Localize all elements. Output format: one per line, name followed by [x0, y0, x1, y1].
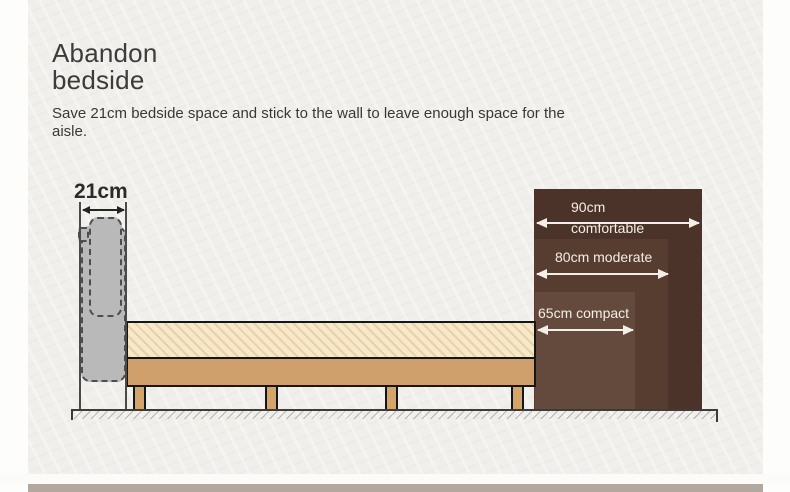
page-subtitle: Save 21cm bedside space and stick to the wall to leave enough space for the aisle.	[52, 105, 565, 140]
pillow-ghost-outline	[89, 217, 122, 317]
measure-line-bed-edge	[125, 202, 127, 411]
bed-leg	[133, 385, 146, 411]
bed-leg	[265, 385, 278, 411]
page-title-line1: Abandon	[52, 38, 158, 68]
bed-leg	[511, 385, 524, 411]
page-title	[52, 40, 158, 94]
aisle-label-65cm: 65cm compact	[538, 305, 630, 321]
mattress	[126, 321, 536, 359]
aisle-label-comfortable: comfortable	[571, 220, 645, 236]
floor-edge-right	[716, 409, 718, 422]
bed-leg	[385, 385, 398, 411]
aisle-width-arrow-65cm	[538, 329, 633, 331]
aisle-label-90cm: 90cm	[571, 199, 606, 215]
floor-edge-left	[71, 409, 73, 420]
saved-space-dimension-arrow	[83, 209, 124, 211]
measure-line-wall	[79, 202, 81, 411]
bottom-section-divider-bar	[28, 484, 763, 492]
page-title-line2: bedside	[52, 65, 145, 95]
bed-frame	[126, 357, 536, 387]
floor-line	[71, 409, 718, 411]
saved-space-dimension-label: 21cm	[74, 180, 128, 203]
aisle-width-arrow-80cm	[537, 273, 668, 275]
floor-hatch-texture	[73, 411, 716, 419]
aisle-label-80cm: 80cm moderate	[555, 249, 653, 265]
bottom-gap-strip	[0, 474, 790, 484]
